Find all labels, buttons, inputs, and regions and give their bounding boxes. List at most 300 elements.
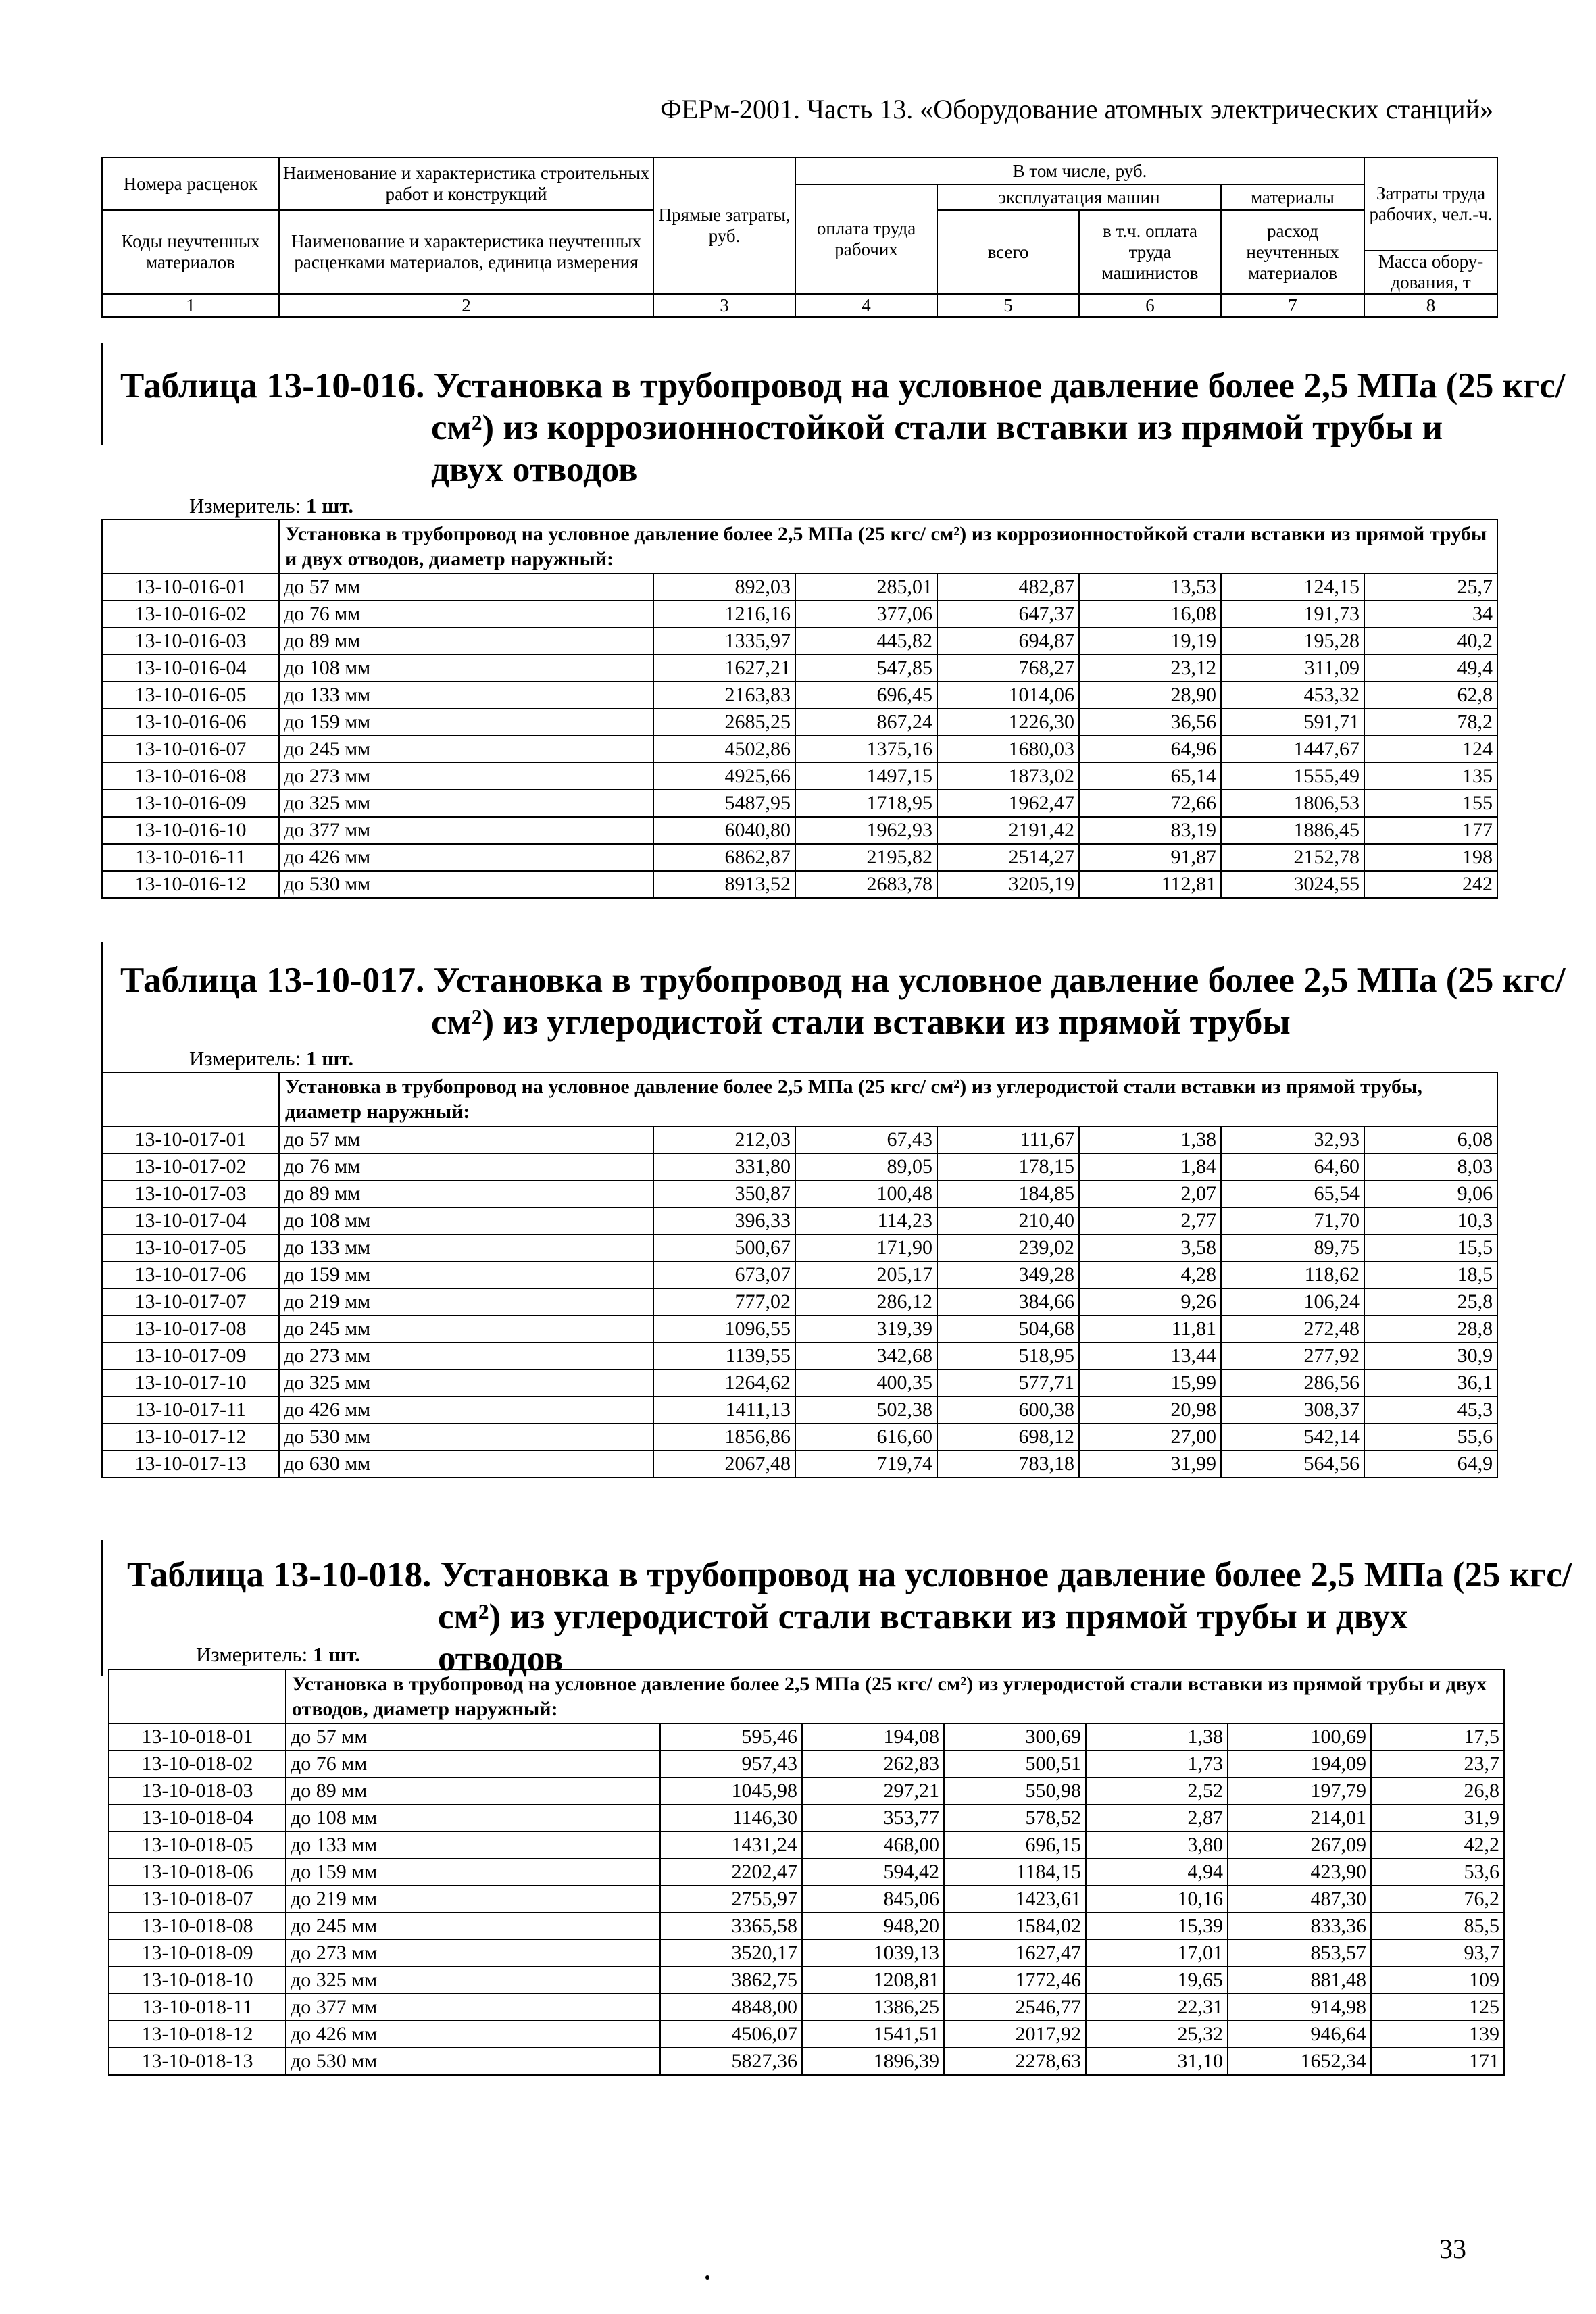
labor-or-mass: 25,8 <box>1364 1288 1497 1315</box>
worker-pay: 297,21 <box>802 1778 944 1805</box>
materials: 195,28 <box>1221 628 1364 655</box>
diameter: до 219 мм <box>279 1288 653 1315</box>
labor-or-mass: 15,5 <box>1364 1234 1497 1261</box>
materials: 124,15 <box>1221 574 1364 601</box>
worker-pay: 1208,81 <box>802 1967 944 1994</box>
table-row <box>102 1126 1497 1153</box>
materials: 100,69 <box>1228 1724 1371 1751</box>
worker-pay: 205,17 <box>795 1261 937 1288</box>
description-spacer <box>102 1072 279 1126</box>
diameter: до 108 мм <box>286 1805 660 1832</box>
worker-pay: 1718,95 <box>795 790 937 817</box>
machines-total: 647,37 <box>937 601 1079 628</box>
table-row <box>102 1234 1497 1261</box>
worker-pay: 468,00 <box>802 1832 944 1859</box>
diameter: до 159 мм <box>279 709 653 736</box>
operators-pay: 11,81 <box>1079 1315 1221 1342</box>
machines-total: 384,66 <box>937 1288 1079 1315</box>
worker-pay: 400,35 <box>795 1369 937 1397</box>
header-labor-costs: Затраты труда рабочих, чел.-ч. <box>1364 157 1497 251</box>
labor-or-mass: 45,3 <box>1364 1397 1497 1424</box>
table-row <box>102 763 1497 790</box>
diameter: до 133 мм <box>279 1234 653 1261</box>
worker-pay: 67,43 <box>795 1126 937 1153</box>
materials: 64,60 <box>1221 1153 1364 1180</box>
rate-code: 13-10-016-12 <box>102 871 279 898</box>
rate-code: 13-10-017-12 <box>102 1424 279 1451</box>
direct-costs: 957,43 <box>660 1751 802 1778</box>
machines-total: 239,02 <box>937 1234 1079 1261</box>
operators-pay: 15,39 <box>1086 1913 1228 1940</box>
diameter: до 245 мм <box>286 1913 660 1940</box>
worker-pay: 194,08 <box>802 1724 944 1751</box>
table-row <box>109 1967 1504 1994</box>
table-row <box>102 1342 1497 1369</box>
materials: 833,36 <box>1228 1913 1371 1940</box>
worker-pay: 1039,13 <box>802 1940 944 1967</box>
materials: 487,30 <box>1228 1886 1371 1913</box>
table-row <box>102 871 1497 898</box>
materials: 1652,34 <box>1228 2048 1371 2075</box>
rate-code: 13-10-018-03 <box>109 1778 286 1805</box>
machines-total: 1680,03 <box>937 736 1079 763</box>
operators-pay: 13,44 <box>1079 1342 1221 1369</box>
labor-or-mass: 17,5 <box>1371 1724 1504 1751</box>
machines-total: 694,87 <box>937 628 1079 655</box>
operators-pay: 2,52 <box>1086 1778 1228 1805</box>
machines-total: 1184,15 <box>944 1859 1086 1886</box>
header-equipment-mass: Масса обору-дования, т <box>1364 251 1497 294</box>
diameter: до 89 мм <box>279 628 653 655</box>
rate-code: 13-10-017-11 <box>102 1397 279 1424</box>
rate-code: 13-10-017-04 <box>102 1207 279 1234</box>
table-row <box>102 1288 1497 1315</box>
column-header-table <box>101 157 1498 318</box>
operators-pay: 3,80 <box>1086 1832 1228 1859</box>
header-operators-pay: в т.ч. оплата труда машинистов <box>1079 210 1221 294</box>
worker-pay: 1386,25 <box>802 1994 944 2021</box>
materials: 65,54 <box>1221 1180 1364 1207</box>
labor-or-mass: 49,4 <box>1364 655 1497 682</box>
machines-total: 2191,42 <box>937 817 1079 844</box>
page-number: 33 <box>1439 2234 1466 2264</box>
machines-total: 2278,63 <box>944 2048 1086 2075</box>
diameter: до 133 мм <box>286 1832 660 1859</box>
worker-pay: 285,01 <box>795 574 937 601</box>
diameter: до 426 мм <box>286 2021 660 2048</box>
worker-pay: 445,82 <box>795 628 937 655</box>
diameter: до 76 мм <box>279 1153 653 1180</box>
table-row <box>109 1940 1504 1967</box>
header-direct-costs: Прямые затраты, руб. <box>653 157 795 294</box>
worker-pay: 719,74 <box>795 1451 937 1478</box>
direct-costs: 1096,55 <box>653 1315 795 1342</box>
rate-code: 13-10-016-04 <box>102 655 279 682</box>
materials: 1886,45 <box>1221 817 1364 844</box>
table-row <box>102 574 1497 601</box>
description-row <box>102 1072 1497 1126</box>
machines-total: 1423,61 <box>944 1886 1086 1913</box>
direct-costs: 777,02 <box>653 1288 795 1315</box>
table-row <box>102 1315 1497 1342</box>
rate-code: 13-10-016-11 <box>102 844 279 871</box>
table-row <box>102 1180 1497 1207</box>
diameter: до 219 мм <box>286 1886 660 1913</box>
worker-pay: 594,42 <box>802 1859 944 1886</box>
machines-total: 349,28 <box>937 1261 1079 1288</box>
rate-code: 13-10-017-02 <box>102 1153 279 1180</box>
materials: 32,93 <box>1221 1126 1364 1153</box>
direct-costs: 6862,87 <box>653 844 795 871</box>
direct-costs: 5487,95 <box>653 790 795 817</box>
machines-total: 178,15 <box>937 1153 1079 1180</box>
direct-costs: 1856,86 <box>653 1424 795 1451</box>
measure-unit: Измеритель: 1 шт. <box>189 1047 354 1070</box>
direct-costs: 892,03 <box>653 574 795 601</box>
worker-pay: 948,20 <box>802 1913 944 1940</box>
direct-costs: 595,46 <box>660 1724 802 1751</box>
table-row <box>102 736 1497 763</box>
labor-or-mass: 109 <box>1371 1967 1504 1994</box>
labor-or-mass: 177 <box>1364 817 1497 844</box>
header-material-codes: Коды неучтенных материалов <box>102 210 279 294</box>
materials: 277,92 <box>1221 1342 1364 1369</box>
direct-costs: 5827,36 <box>660 2048 802 2075</box>
machines-total: 500,51 <box>944 1751 1086 1778</box>
operators-pay: 112,81 <box>1079 871 1221 898</box>
materials: 881,48 <box>1228 1967 1371 1994</box>
diameter: до 426 мм <box>279 844 653 871</box>
labor-or-mass: 18,5 <box>1364 1261 1497 1288</box>
rate-code: 13-10-018-08 <box>109 1913 286 1940</box>
diameter: до 273 мм <box>286 1940 660 1967</box>
rates-table <box>101 1072 1498 1478</box>
worker-pay: 547,85 <box>795 655 937 682</box>
labor-or-mass: 171 <box>1371 2048 1504 2075</box>
operators-pay: 31,10 <box>1086 2048 1228 2075</box>
materials: 194,09 <box>1228 1751 1371 1778</box>
operators-pay: 17,01 <box>1086 1940 1228 1967</box>
labor-or-mass: 155 <box>1364 790 1497 817</box>
worker-pay: 319,39 <box>795 1315 937 1342</box>
direct-costs: 350,87 <box>653 1180 795 1207</box>
diameter: до 530 мм <box>286 2048 660 2075</box>
labor-or-mass: 6,08 <box>1364 1126 1497 1153</box>
rate-code: 13-10-016-08 <box>102 763 279 790</box>
labor-or-mass: 85,5 <box>1371 1913 1504 1940</box>
table-row <box>102 1424 1497 1451</box>
operators-pay: 64,96 <box>1079 736 1221 763</box>
diameter: до 76 мм <box>286 1751 660 1778</box>
rate-code: 13-10-017-01 <box>102 1126 279 1153</box>
machines-total: 783,18 <box>937 1451 1079 1478</box>
machines-total: 600,38 <box>937 1397 1079 1424</box>
table-row <box>102 1369 1497 1397</box>
materials: 267,09 <box>1228 1832 1371 1859</box>
operators-pay: 16,08 <box>1079 601 1221 628</box>
measure-unit: Измеритель: 1 шт. <box>189 494 354 518</box>
machines-total: 3205,19 <box>937 871 1079 898</box>
labor-or-mass: 34 <box>1364 601 1497 628</box>
labor-or-mass: 78,2 <box>1364 709 1497 736</box>
machines-total: 696,15 <box>944 1832 1086 1859</box>
machines-total: 482,87 <box>937 574 1079 601</box>
materials: 1447,67 <box>1221 736 1364 763</box>
table-row <box>109 1913 1504 1940</box>
diameter: до 325 мм <box>279 1369 653 1397</box>
worker-pay: 845,06 <box>802 1886 944 1913</box>
measure-unit: Измеритель: 1 шт. <box>196 1642 361 1666</box>
col-num: 4 <box>795 294 937 317</box>
worker-pay: 286,12 <box>795 1288 937 1315</box>
materials: 191,73 <box>1221 601 1364 628</box>
diameter: до 57 мм <box>279 1126 653 1153</box>
table-row <box>109 2048 1504 2075</box>
machines-total: 1627,47 <box>944 1940 1086 1967</box>
operators-pay: 27,00 <box>1079 1424 1221 1451</box>
machines-total: 504,68 <box>937 1315 1079 1342</box>
direct-costs: 1045,98 <box>660 1778 802 1805</box>
rate-code: 13-10-017-05 <box>102 1234 279 1261</box>
worker-pay: 262,83 <box>802 1751 944 1778</box>
diameter: до 530 мм <box>279 871 653 898</box>
operators-pay: 31,99 <box>1079 1451 1221 1478</box>
rates-table <box>101 519 1498 899</box>
labor-or-mass: 124 <box>1364 736 1497 763</box>
table-row <box>102 817 1497 844</box>
labor-or-mass: 242 <box>1364 871 1497 898</box>
operators-pay: 65,14 <box>1079 763 1221 790</box>
worker-pay: 1541,51 <box>802 2021 944 2048</box>
machines-total: 577,71 <box>937 1369 1079 1397</box>
description-row <box>102 520 1497 574</box>
materials: 308,37 <box>1221 1397 1364 1424</box>
worker-pay: 342,68 <box>795 1342 937 1369</box>
labor-or-mass: 76,2 <box>1371 1886 1504 1913</box>
direct-costs: 500,67 <box>653 1234 795 1261</box>
direct-costs: 3520,17 <box>660 1940 802 1967</box>
worker-pay: 377,06 <box>795 601 937 628</box>
materials: 423,90 <box>1228 1859 1371 1886</box>
col-num: 3 <box>653 294 795 317</box>
diameter: до 245 мм <box>279 1315 653 1342</box>
labor-or-mass: 9,06 <box>1364 1180 1497 1207</box>
description-spacer <box>109 1669 286 1724</box>
rate-code: 13-10-018-11 <box>109 1994 286 2021</box>
machines-total: 1772,46 <box>944 1967 1086 1994</box>
labor-or-mass: 10,3 <box>1364 1207 1497 1234</box>
rate-code: 13-10-018-01 <box>109 1724 286 1751</box>
rate-code: 13-10-017-13 <box>102 1451 279 1478</box>
diameter: до 57 мм <box>286 1724 660 1751</box>
worker-pay: 2195,82 <box>795 844 937 871</box>
rate-code: 13-10-018-10 <box>109 1967 286 1994</box>
section-title: Таблица 13-10-017. Установка в трубопровод на условное давление более 2,5 МПа (25 кгс/ см²) из углеродистой стали вставки из прямой трубы <box>120 961 1566 1042</box>
header-machines-total: всего <box>937 210 1079 294</box>
col-num: 8 <box>1364 294 1497 317</box>
labor-or-mass: 25,7 <box>1364 574 1497 601</box>
rate-code: 13-10-017-10 <box>102 1369 279 1397</box>
rate-code: 13-10-017-03 <box>102 1180 279 1207</box>
worker-pay: 1375,16 <box>795 736 937 763</box>
table-row <box>102 682 1497 709</box>
rate-code: 13-10-018-04 <box>109 1805 286 1832</box>
materials: 591,71 <box>1221 709 1364 736</box>
table-row <box>102 709 1497 736</box>
materials: 71,70 <box>1221 1207 1364 1234</box>
direct-costs: 6040,80 <box>653 817 795 844</box>
materials: 197,79 <box>1228 1778 1371 1805</box>
diameter: до 89 мм <box>286 1778 660 1805</box>
materials: 89,75 <box>1221 1234 1364 1261</box>
materials: 106,24 <box>1221 1288 1364 1315</box>
rate-code: 13-10-018-02 <box>109 1751 286 1778</box>
diameter: до 108 мм <box>279 1207 653 1234</box>
direct-costs: 1411,13 <box>653 1397 795 1424</box>
direct-costs: 1627,21 <box>653 655 795 682</box>
rate-code: 13-10-018-06 <box>109 1859 286 1886</box>
diameter: до 245 мм <box>279 736 653 763</box>
labor-or-mass: 31,9 <box>1371 1805 1504 1832</box>
labor-or-mass: 40,2 <box>1364 628 1497 655</box>
labor-or-mass: 64,9 <box>1364 1451 1497 1478</box>
direct-costs: 4925,66 <box>653 763 795 790</box>
labor-or-mass: 28,8 <box>1364 1315 1497 1342</box>
header-in-total: В том числе, руб. <box>795 157 1364 184</box>
operators-pay: 25,32 <box>1086 2021 1228 2048</box>
table-row <box>109 1778 1504 1805</box>
col-num: 6 <box>1079 294 1221 317</box>
worker-pay: 353,77 <box>802 1805 944 1832</box>
operators-pay: 10,16 <box>1086 1886 1228 1913</box>
header-work-name: Наименование и характеристика строительных работ и конструкций <box>279 157 653 210</box>
operators-pay: 3,58 <box>1079 1234 1221 1261</box>
table-row <box>109 1886 1504 1913</box>
direct-costs: 2755,97 <box>660 1886 802 1913</box>
machines-total: 210,40 <box>937 1207 1079 1234</box>
col-num: 5 <box>937 294 1079 317</box>
diameter: до 159 мм <box>279 1261 653 1288</box>
col-num: 1 <box>102 294 279 317</box>
direct-costs: 1335,97 <box>653 628 795 655</box>
materials: 214,01 <box>1228 1805 1371 1832</box>
rate-code: 13-10-018-05 <box>109 1832 286 1859</box>
materials: 542,14 <box>1221 1424 1364 1451</box>
operators-pay: 72,66 <box>1079 790 1221 817</box>
diameter: до 89 мм <box>279 1180 653 1207</box>
operators-pay: 83,19 <box>1079 817 1221 844</box>
rate-code: 13-10-017-06 <box>102 1261 279 1288</box>
direct-costs: 212,03 <box>653 1126 795 1153</box>
diameter: до 630 мм <box>279 1451 653 1478</box>
materials: 564,56 <box>1221 1451 1364 1478</box>
machines-total: 2017,92 <box>944 2021 1086 2048</box>
rates-table <box>108 1669 1505 2076</box>
table-row <box>102 601 1497 628</box>
section-title: Таблица 13-10-018. Установка в трубопровод на условное давление более 2,5 МПа (25 кгс/ см²) из углеродистой стали вставки из прямой трубы и двух отводов <box>127 1555 1572 1678</box>
rate-code: 13-10-016-10 <box>102 817 279 844</box>
worker-pay: 100,48 <box>795 1180 937 1207</box>
table-row <box>102 1451 1497 1478</box>
direct-costs: 3365,58 <box>660 1913 802 1940</box>
rate-code: 13-10-016-06 <box>102 709 279 736</box>
direct-costs: 1264,62 <box>653 1369 795 1397</box>
table-row <box>102 1153 1497 1180</box>
labor-or-mass: 125 <box>1371 1994 1504 2021</box>
machines-total: 698,12 <box>937 1424 1079 1451</box>
operators-pay: 4,28 <box>1079 1261 1221 1288</box>
diameter: до 159 мм <box>286 1859 660 1886</box>
diameter: до 325 мм <box>286 1967 660 1994</box>
labor-or-mass: 26,8 <box>1371 1778 1504 1805</box>
table-description: Установка в трубопровод на условное давление более 2,5 МПа (25 кгс/ см²) из углеродистой стали вставки из прямой трубы и двух отводов, диаметр наружный: <box>286 1669 1504 1724</box>
materials: 453,32 <box>1221 682 1364 709</box>
table-row <box>109 1832 1504 1859</box>
rate-code: 13-10-016-01 <box>102 574 279 601</box>
direct-costs: 331,80 <box>653 1153 795 1180</box>
operators-pay: 20,98 <box>1079 1397 1221 1424</box>
labor-or-mass: 30,9 <box>1364 1342 1497 1369</box>
worker-pay: 2683,78 <box>795 871 937 898</box>
description-row <box>109 1669 1504 1724</box>
worker-pay: 171,90 <box>795 1234 937 1261</box>
worker-pay: 1497,15 <box>795 763 937 790</box>
worker-pay: 1896,39 <box>802 2048 944 2075</box>
table-row <box>109 1724 1504 1751</box>
machines-total: 111,67 <box>937 1126 1079 1153</box>
rate-code: 13-10-018-12 <box>109 2021 286 2048</box>
operators-pay: 1,73 <box>1086 1751 1228 1778</box>
machines-total: 1226,30 <box>937 709 1079 736</box>
table-row <box>102 1397 1497 1424</box>
diameter: до 76 мм <box>279 601 653 628</box>
labor-or-mass: 62,8 <box>1364 682 1497 709</box>
rate-code: 13-10-017-08 <box>102 1315 279 1342</box>
header-material-use: расход неучтенных материалов <box>1221 210 1364 294</box>
header-materials: материалы <box>1221 184 1364 210</box>
direct-costs: 8913,52 <box>653 871 795 898</box>
machines-total: 2514,27 <box>937 844 1079 871</box>
table-row <box>109 2021 1504 2048</box>
materials: 2152,78 <box>1221 844 1364 871</box>
operators-pay: 23,12 <box>1079 655 1221 682</box>
direct-costs: 2067,48 <box>653 1451 795 1478</box>
rate-code: 13-10-016-03 <box>102 628 279 655</box>
operators-pay: 4,94 <box>1086 1859 1228 1886</box>
col-num: 7 <box>1221 294 1364 317</box>
table-row <box>102 1207 1497 1234</box>
table-row <box>102 844 1497 871</box>
table-row <box>102 1261 1497 1288</box>
table-row <box>109 1805 1504 1832</box>
rate-code: 13-10-018-09 <box>109 1940 286 1967</box>
direct-costs: 2202,47 <box>660 1859 802 1886</box>
table-row <box>109 1994 1504 2021</box>
operators-pay: 22,31 <box>1086 1994 1228 2021</box>
labor-or-mass: 198 <box>1364 844 1497 871</box>
labor-or-mass: 53,6 <box>1371 1859 1504 1886</box>
diameter: до 377 мм <box>286 1994 660 2021</box>
operators-pay: 28,90 <box>1079 682 1221 709</box>
diameter: до 426 мм <box>279 1397 653 1424</box>
rate-code: 13-10-017-07 <box>102 1288 279 1315</box>
materials: 311,09 <box>1221 655 1364 682</box>
machines-total: 300,69 <box>944 1724 1086 1751</box>
operators-pay: 91,87 <box>1079 844 1221 871</box>
section-title: Таблица 13-10-016. Установка в трубопровод на условное давление более 2,5 МПа (25 кгс/ см²) из коррозионностойкой стали вставки из прямой трубы и двух отводов <box>120 366 1566 489</box>
direct-costs: 1139,55 <box>653 1342 795 1369</box>
machines-total: 1584,02 <box>944 1913 1086 1940</box>
